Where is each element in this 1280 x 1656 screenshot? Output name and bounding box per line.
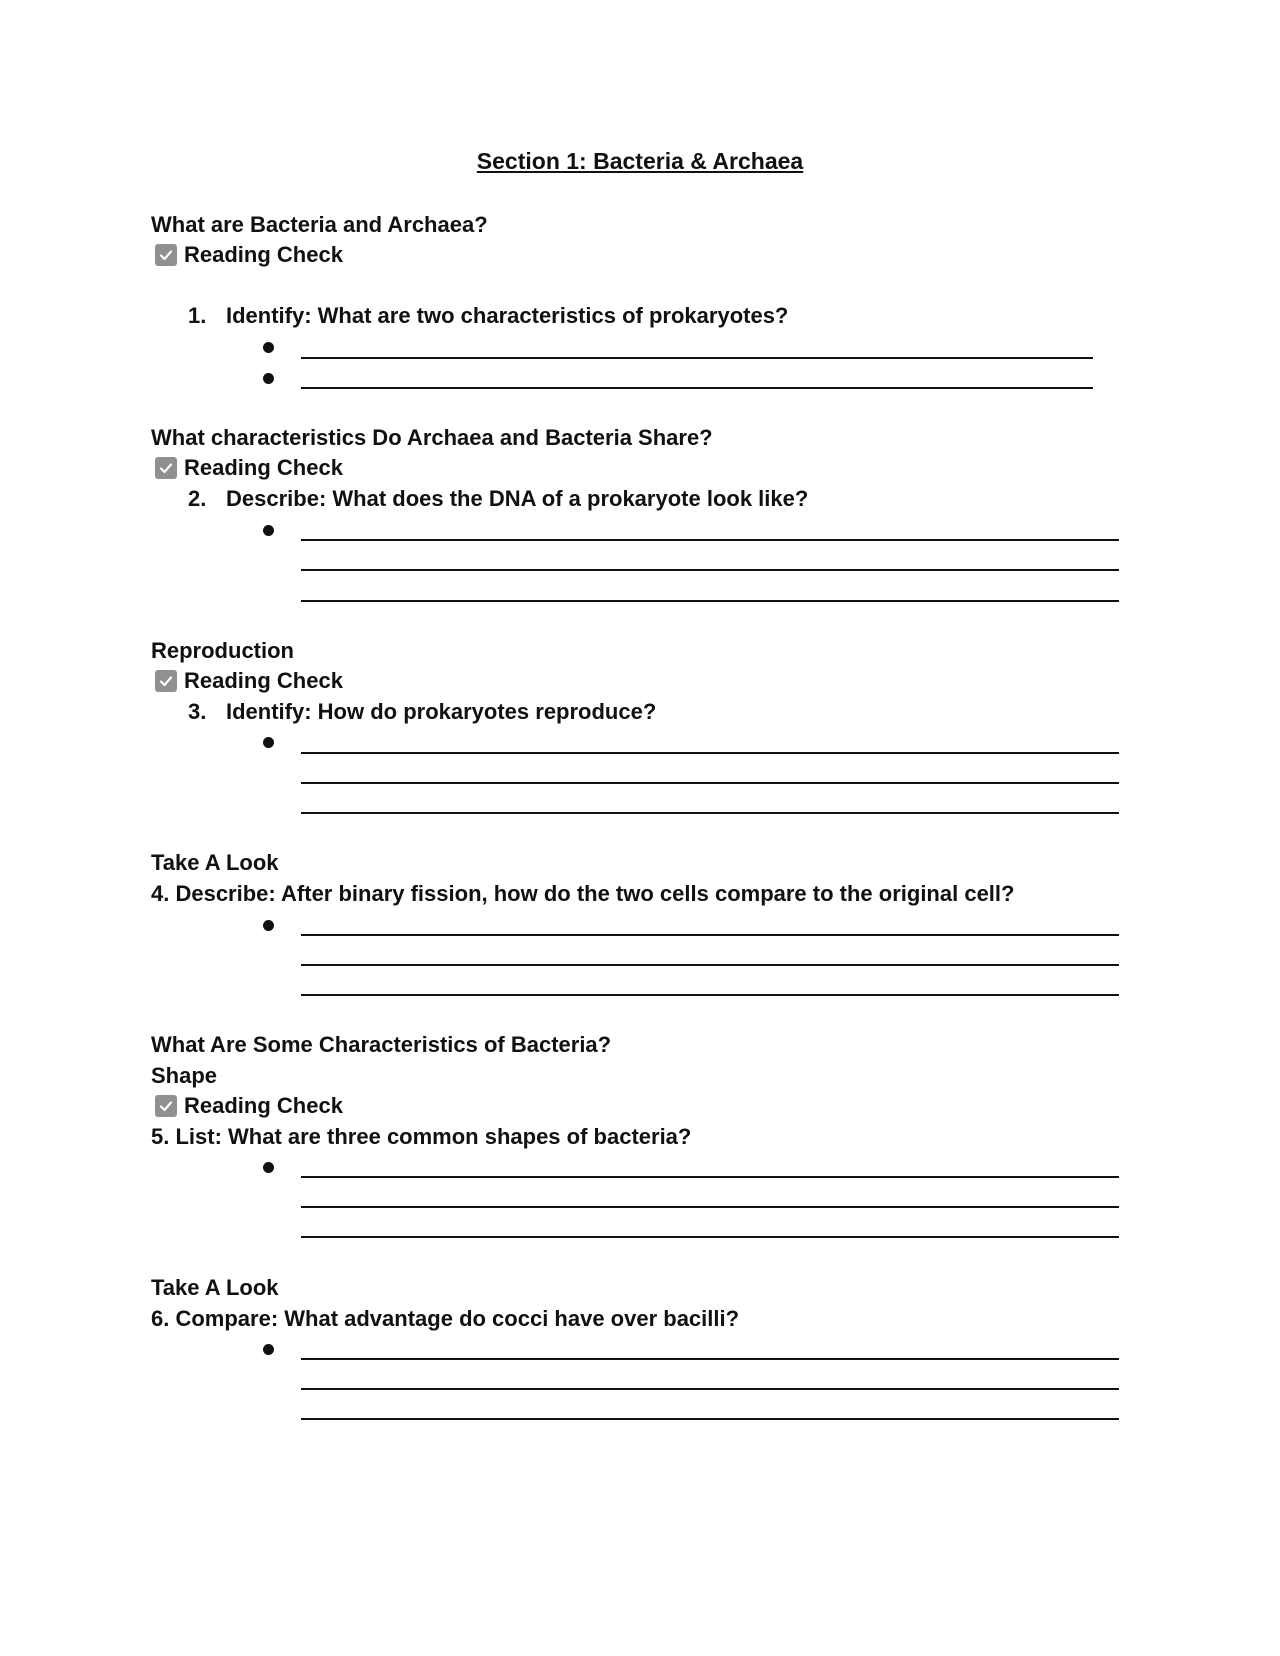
answer-line[interactable]: [301, 934, 1119, 936]
question-5-text: 5. List: What are three common shapes of bacteria?: [151, 1124, 692, 1149]
question-6-text: 6. Compare: What advantage do cocci have over bacilli?: [151, 1306, 740, 1331]
question-2-text: Describe: What does the DNA of a prokaryote look like?: [226, 486, 809, 511]
answer-line[interactable]: [301, 1388, 1119, 1390]
bullet-icon: [263, 920, 274, 931]
answer-line[interactable]: [301, 752, 1119, 754]
bullet-icon: [263, 525, 274, 536]
question-4-text: 4. Describe: After binary fission, how do the two cells compare to the original cell?: [151, 881, 1015, 906]
question-3-number: 3.: [188, 699, 207, 724]
subheading-shape: Shape: [151, 1063, 218, 1088]
answer-line[interactable]: [301, 387, 1093, 389]
answer-line[interactable]: [301, 357, 1093, 359]
bullet-icon: [263, 1344, 274, 1355]
reading-check-3[interactable]: [155, 668, 343, 694]
answer-line[interactable]: [301, 964, 1119, 966]
bullet-icon: [263, 737, 274, 748]
answer-line[interactable]: [301, 994, 1119, 996]
answer-line[interactable]: [301, 812, 1119, 814]
question-3-text: Identify: How do prokaryotes reproduce?: [226, 699, 657, 724]
answer-line[interactable]: [301, 569, 1119, 571]
section-heading-reproduction: Reproduction: [151, 638, 294, 663]
checkbox-checked-icon[interactable]: [155, 457, 177, 479]
checkbox-checked-icon[interactable]: [155, 244, 177, 266]
checkbox-checked-icon[interactable]: [155, 670, 177, 692]
answer-line[interactable]: [301, 1418, 1119, 1420]
reading-check-label: Reading Check: [184, 455, 343, 480]
question-1-number: 1.: [188, 303, 207, 328]
page-title: Section 1: Bacteria & Archaea: [476, 148, 804, 174]
section-heading-bacteria-characteristics: What Are Some Characteristics of Bacteria?: [151, 1032, 612, 1057]
checkbox-checked-icon[interactable]: [155, 1095, 177, 1117]
reading-check-label: Reading Check: [184, 1093, 343, 1118]
answer-line[interactable]: [301, 1206, 1119, 1208]
reading-check-5[interactable]: [155, 1093, 343, 1119]
section-heading-take-a-look-2: Take A Look: [151, 1275, 279, 1300]
question-2-number: 2.: [188, 486, 207, 511]
bullet-icon: [263, 342, 274, 353]
answer-line[interactable]: [301, 1358, 1119, 1360]
section-heading-take-a-look: Take A Look: [151, 850, 279, 875]
question-1-text: Identify: What are two characteristics of prokaryotes?: [226, 303, 789, 328]
answer-line[interactable]: [301, 1176, 1119, 1178]
bullet-icon: [263, 1162, 274, 1173]
bullet-icon: [263, 373, 274, 384]
reading-check-label: Reading Check: [184, 242, 343, 267]
answer-line[interactable]: [301, 1236, 1119, 1238]
reading-check-2[interactable]: [155, 455, 343, 481]
answer-line[interactable]: [301, 782, 1119, 784]
section-heading-what-are: What are Bacteria and Archaea?: [151, 212, 488, 237]
answer-line[interactable]: [301, 600, 1119, 602]
answer-line[interactable]: [301, 539, 1119, 541]
section-heading-shared-characteristics: What characteristics Do Archaea and Bacteria Share?: [151, 425, 713, 450]
reading-check-1[interactable]: [155, 242, 343, 268]
reading-check-label: Reading Check: [184, 668, 343, 693]
